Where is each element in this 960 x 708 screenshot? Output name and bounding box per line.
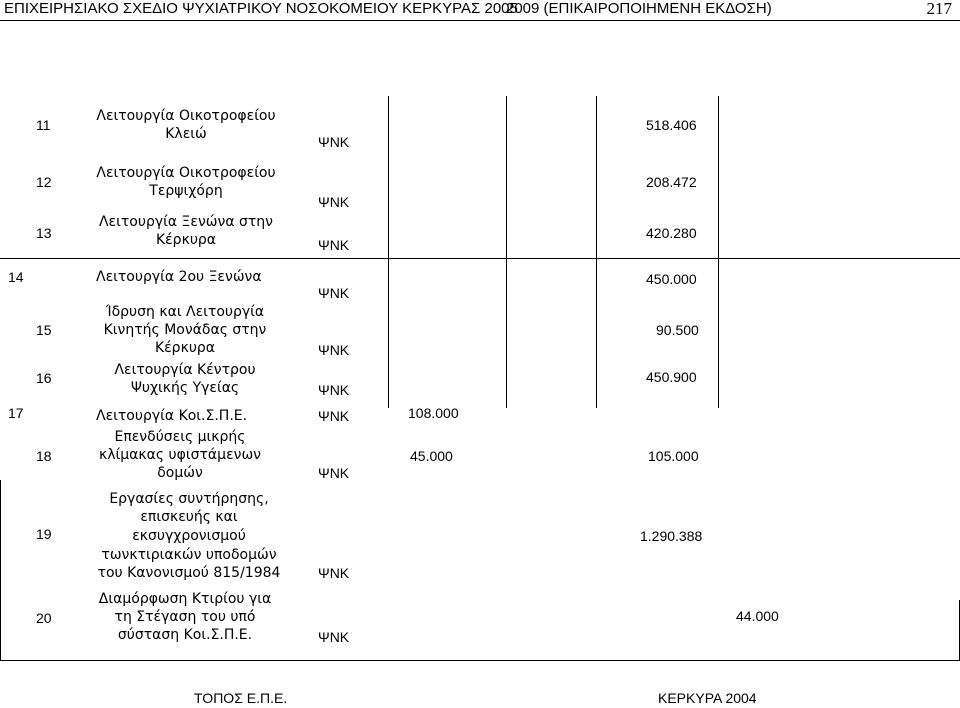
left-border	[0, 480, 1, 660]
row-18-description-2: κλίμακας υφιστάμενων	[99, 447, 261, 463]
row-18-agency: ΨΝΚ	[318, 465, 350, 481]
row-17-number: 17	[8, 405, 24, 421]
row-13-number: 13	[36, 225, 52, 241]
row-17-amount: 108.000	[408, 405, 459, 421]
row-16-amount: 450.900	[646, 369, 697, 385]
row-16-agency: ΨΝΚ	[318, 382, 350, 398]
row-11-amount: 518.406	[646, 117, 697, 133]
row-12-number: 12	[36, 174, 52, 190]
row-12-agency: ΨΝΚ	[318, 194, 350, 210]
col-line-4	[718, 96, 719, 408]
row-line-13-14	[0, 258, 960, 259]
row-13-agency: ΨΝΚ	[318, 237, 350, 253]
row-11-number: 11	[36, 117, 51, 133]
row-19-amount: 1.290.388	[640, 528, 703, 544]
row-19-number: 19	[36, 526, 52, 542]
row-15-agency: ΨΝΚ	[318, 342, 350, 358]
row-19-description-1: Εργασίες συντήρησης,	[109, 491, 269, 507]
page-number: 217	[926, 0, 952, 18]
row-12-description-1: Λειτουργία Οικοτροφείου	[96, 165, 276, 181]
row-19-description-2: επισκευής και	[140, 509, 238, 525]
table-bottom	[0, 660, 960, 661]
col-line-3	[596, 96, 597, 408]
row-14-number: 14	[8, 269, 24, 285]
header-title: ΕΠΙΧΕΙΡΗΣΙΑΚΟ ΣΧΕΔΙΟ ΨΥΧΙΑΤΡΙΚΟΥ ΝΟΣΟΚΟΜΕΙΟΥ ΚΕΡΚΥΡΑΣ 2005	[4, 0, 518, 17]
row-15-amount: 90.500	[656, 322, 699, 338]
row-19-agency: ΨΝΚ	[318, 565, 350, 581]
row-16-description-2: Ψυχικής Υγείας	[130, 380, 240, 396]
header-title-end: 2009 (ΕΠΙΚΑΙΡΟΠΟΙΗΜΕΝΗ ΕΚΔΟΣΗ)	[506, 0, 772, 17]
row-18-description-3: δομών	[157, 465, 203, 481]
row-18-amount-b: 45.000	[410, 448, 453, 464]
footer-right: ΚΕΡΚΥΡΑ 2004	[658, 690, 757, 706]
row-15-description-1: Ίδρυση και Λειτουργία	[105, 304, 265, 320]
row-19-description-5: του Κανονισμού 815/1984	[97, 565, 281, 581]
row-17-description-1: Λειτουργία Κοι.Σ.Π.Ε.	[96, 408, 248, 424]
col-line-1	[388, 96, 389, 408]
row-11-agency: ΨΝΚ	[318, 134, 350, 150]
row-11-description-2: Κλειώ	[165, 126, 207, 142]
header-rule	[0, 20, 960, 21]
row-12-description-2: Τερψιχόρη	[149, 183, 223, 199]
row-15-number: 15	[36, 322, 52, 338]
row-20-description-1: Διαμόρφωση Κτιρίου για	[98, 591, 272, 607]
row-12-amount: 208.472	[646, 174, 697, 190]
row-20-amount: 44.000	[736, 608, 779, 624]
row-19-description-3: εκσυγχρονισμού	[132, 528, 246, 544]
row-11-description-1: Λειτουργία Οικοτροφείου	[96, 108, 276, 124]
row-13-description-1: Λειτουργία Ξενώνα στην	[98, 214, 273, 230]
row-16-description-1: Λειτουργία Κέντρου	[114, 362, 256, 378]
row-20-description-3: σύσταση Κοι.Σ.Π.Ε.	[117, 627, 253, 643]
col-line-2	[506, 96, 507, 408]
row-18-number: 18	[36, 448, 52, 464]
row-15-description-3: Κέρκυρα	[154, 340, 216, 356]
row-20-description-2: τη Στέγαση του υπό	[114, 609, 256, 625]
row-20-number: 20	[36, 610, 52, 626]
row-18-amount-c: 105.000	[648, 448, 699, 464]
row-18-description-1: Επενδύσεις μικρής	[114, 429, 246, 445]
row-14-description-1: Λειτουργία 2ου Ξενώνα	[96, 269, 262, 285]
row-20-agency: ΨΝΚ	[318, 629, 350, 645]
row-15-description-2: Κινητής Μονάδας στην	[103, 322, 267, 338]
row-19-description-4: τωνκτιριακών υποδομών	[101, 547, 277, 563]
row-16-number: 16	[36, 370, 52, 386]
row-14-amount: 450.000	[646, 271, 697, 287]
footer-left: ΤΟΠΟΣ Ε.Π.Ε.	[194, 690, 288, 706]
row-13-description-2: Κέρκυρα	[155, 232, 217, 248]
row-13-amount: 420.280	[646, 225, 697, 241]
row-17-agency: ΨΝΚ	[318, 408, 350, 424]
row-14-agency: ΨΝΚ	[318, 285, 350, 301]
